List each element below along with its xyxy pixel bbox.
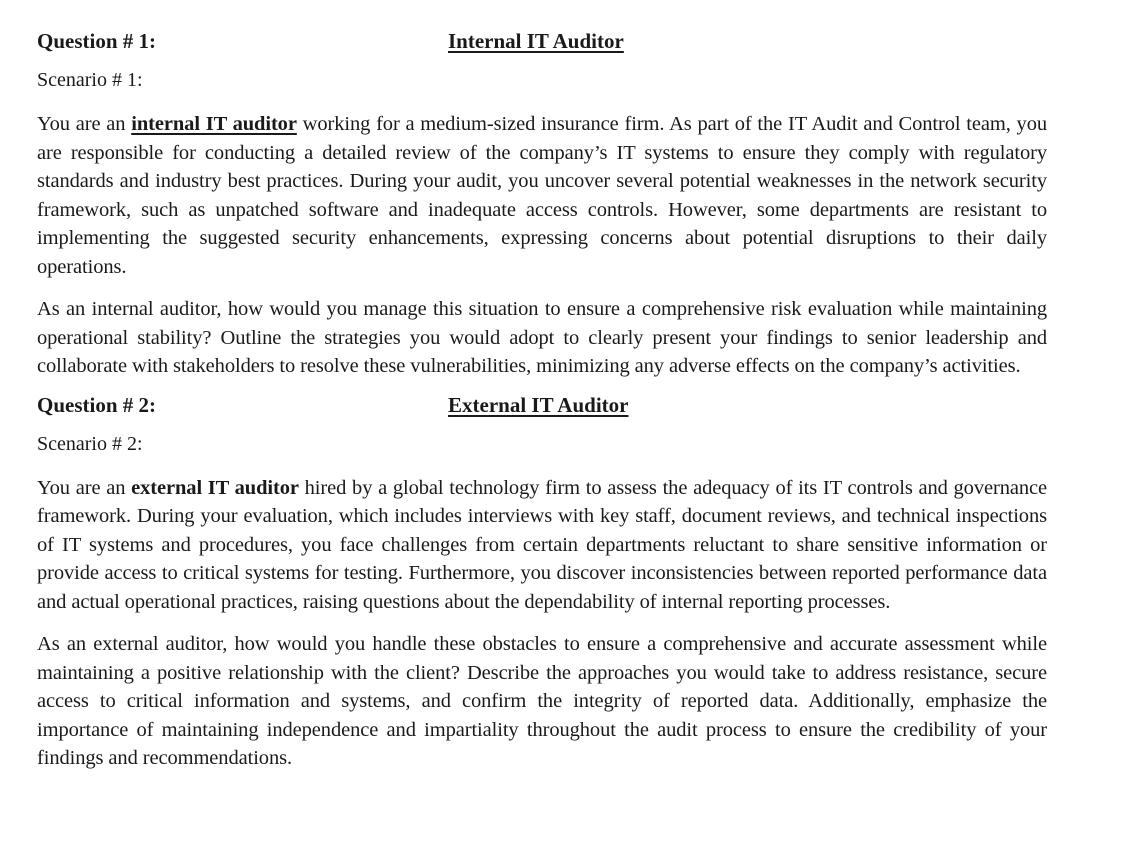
scenario-1-label: Scenario # 1: xyxy=(37,69,143,91)
question-2-label: Question # 2: xyxy=(37,392,157,417)
question-2-title: External IT Auditor xyxy=(448,392,629,417)
scenario-1-paragraph-1 xyxy=(37,110,1047,281)
scenario-2-label: Scenario # 2: xyxy=(37,432,143,455)
document-page xyxy=(37,26,1047,773)
question-1-label: Question # 1: xyxy=(37,29,157,53)
scenario-2-p1-emphasis: external IT auditor xyxy=(131,476,299,499)
question-1-title: Internal IT Auditor xyxy=(448,29,624,53)
scenario-1-p1-rest: working for a medium-sized insurance firm. As part of the IT Audit and Control team, you are responsible for conducting a detailed review of the company’s IT systems to ensure they comply with regulatory standards and industry best practices. During your audit, you uncover several potential weaknesses in the network security framework, such as unpatched software and inadequate access controls. However, some departments are resistant to implementing the suggested security enhancements, expressing concerns about potential disruptions to their daily operations. xyxy=(37,113,1048,278)
scenario-2-paragraph-1 xyxy=(37,474,1047,617)
question-1-header xyxy=(37,26,1047,56)
scenario-2-p1-lead: You are an xyxy=(37,476,132,499)
scenario-1-paragraph-2: As an internal auditor, how would you manage this situation to ensure a comprehensive risk evaluation while maintaining operational stability? Outline the strategies you would adopt to clearly present your findings to senior leadership and collaborate with stakeholders to resolve these vulnerabilities, minimizing any adverse effects on the company’s activities. xyxy=(37,298,1047,377)
question-2-header xyxy=(37,390,1047,420)
scenario-2-paragraph-2: As an external auditor, how would you handle these obstacles to ensure a comprehensive and accurate assessment while maintaining a positive relationship with the client? Describe the approaches you would take to address resistance, secure access to critical information and systems, and confirm the integrity of reported data. Additionally, emphasize the importance of maintaining independence and impartiality throughout the audit process to ensure the credibility of your findings and recommendations. xyxy=(37,633,1047,769)
scenario-1-p1-emphasis: internal IT auditor xyxy=(131,113,297,135)
scenario-1-p1-lead: You are an xyxy=(37,113,132,135)
scenario-2-p1-rest: hired by a global technology firm to assess the adequacy of its IT controls and governance framework. During your evaluation, which includes interviews with key staff, document reviews, and technical inspections of IT systems and procedures, you face challenges from certain departments reluctant to share sensitive information or provide access to critical systems for testing. Furthermore, you discover inconsistencies between reported performance data and actual operational practices, raising questions about the dependability of internal reporting processes. xyxy=(37,476,1048,613)
